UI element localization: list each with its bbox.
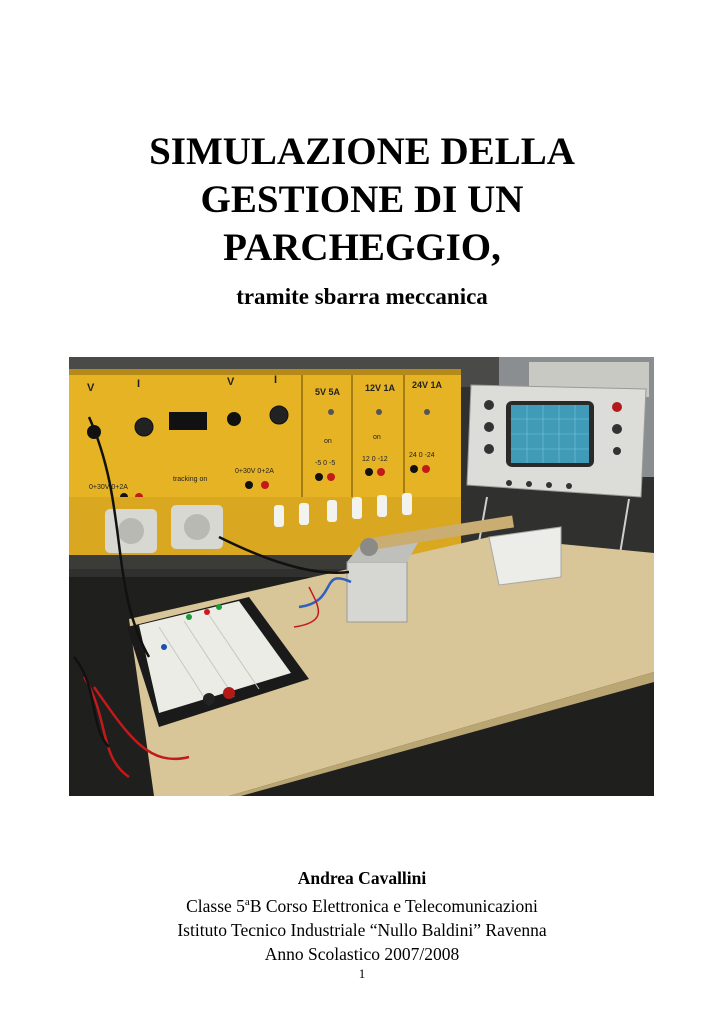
author-class [0,890,724,918]
class-suffix: B Corso Elettronica e Telecomunicazioni [249,895,538,916]
title-line-3: PARCHEGGIO, [223,226,501,269]
panel-label: V [227,376,235,388]
panel-small-label: on [373,434,381,441]
author-institute: Istituto Tecnico Industriale “Nullo Baldini” Ravenna [177,919,547,940]
class-superscript: a [244,896,250,908]
cover-photo [69,357,654,796]
panel-small-label: on [324,438,332,445]
panel-label: I [137,378,141,390]
panel-small-label: -5 0 -5 [315,460,336,467]
page-number: 1 [358,966,366,981]
class-prefix: Classe 5 [186,895,245,916]
title-line-2: GESTIONE DI UN [200,178,524,221]
panel-small-label: 0+30V 0+2A [235,468,274,475]
panel-label: V [87,382,95,394]
author-info [0,866,724,966]
panel-small-label: tracking on [173,476,208,483]
title-line-1: SIMULAZIONE DELLA [149,130,575,173]
panel-label: 5V 5A [315,387,341,397]
panel-label: I [274,374,278,386]
panel-small-label: 0+30V 0+2A [89,484,128,491]
panel-small-label: 12 0 -12 [362,456,388,463]
school-year: Anno Scolastico 2007/2008 [264,943,460,964]
author-name: Andrea Cavallini [297,868,427,888]
panel-small-label: 24 0 -24 [409,452,435,459]
document-title [0,128,724,272]
document-subtitle: tramite sbarra meccanica [236,284,488,309]
lab-setup-illustration [69,357,654,796]
panel-label: 12V 1A [365,383,396,393]
panel-label: 24V 1A [412,380,443,390]
